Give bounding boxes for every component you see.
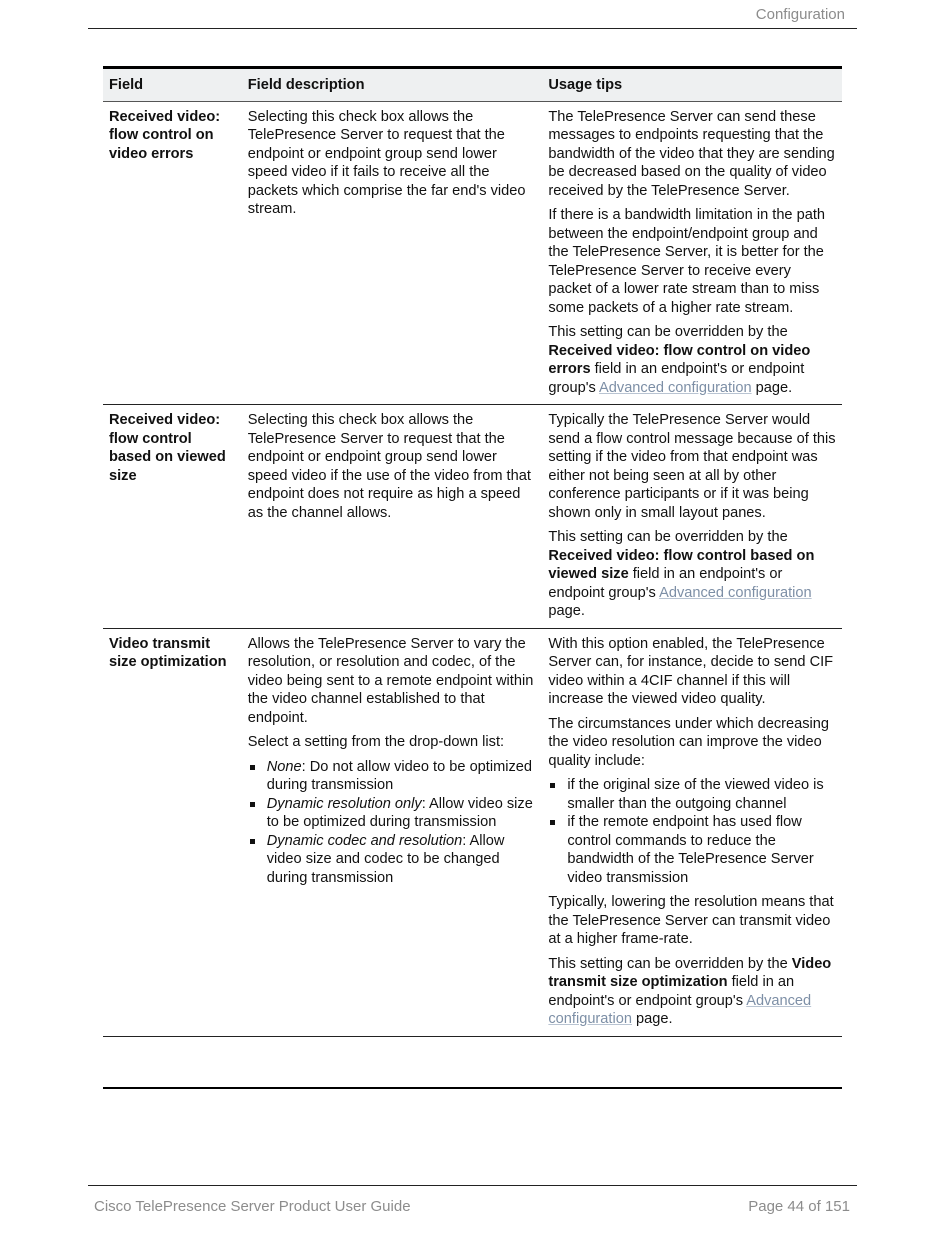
override-post: page. [548,603,585,619]
table-row [103,101,842,405]
footer-page-number: Page 44 of 151 [748,1198,850,1215]
option-text: : Do not allow video to be optimized during transmission [266,758,533,793]
override-pre: This setting can be overridden by the [548,324,788,340]
override-note [548,955,836,1029]
column-header-field: Field [103,68,242,102]
field-name: Video transmit size optimization [103,628,242,1036]
field-name: Received video: flow control on video errors [103,101,242,405]
option-item [248,832,537,888]
override-mid: field in an endpoint's or endpoint group's [548,974,795,1009]
override-pre: This setting can be overridden by the [548,955,792,972]
override-mid: field in an endpoint's or endpoint group's [548,361,805,396]
description-text: Selecting this check box allows the TelePresence Server to request that the endpoint or endpoint group send lower speed video if it fails to receive all the packets which comprise the far end's video stream. [247,108,526,217]
tip-text: The TelePresence Server can send these messages to endpoints requesting that the bandwidth of the video that they are sending be decreased based on the quality of video received by the TelePresence Server. [548,108,835,199]
usage-tips [542,628,842,1036]
usage-tips [542,101,842,405]
override-field-name: Video transmit size optimization [548,955,832,990]
field-description [242,405,543,629]
usage-tips [542,405,842,629]
tip-text: With this option enabled, the TelePresence Server can, for instance, decide to send CIF video within a 4CIF channel if this will increase the viewed video quality. [548,635,834,707]
tip-bullet-list [548,776,836,887]
description-text: Allows the TelePresence Server to vary the resolution, or resolution and codec, of the video being sent to a remote endpoint within the video channel established to that endpoint. [247,635,534,726]
table-row [103,405,842,629]
option-text: : Allow video size to be optimized during transmission [266,795,533,830]
override-field-name: Received video: flow control on video errors [548,342,811,377]
table-row [103,628,842,1036]
override-note [548,323,836,397]
field-description [242,628,543,1036]
option-list [248,758,537,888]
advanced-configuration-link[interactable]: Advanced configuration [659,584,812,601]
column-header-usage-tips: Usage tips [542,68,842,102]
header-rule [88,28,857,29]
override-field-name: Received video: flow control based on viewed size [548,547,815,582]
footer-document-title: Cisco TelePresence Server Product User Guide [94,1198,411,1215]
table-header-row [103,68,842,102]
override-post: page. [751,379,793,396]
description-text: Select a setting from the drop-down list: [247,734,505,750]
option-item [248,758,537,795]
tip-bullet: if the original size of the viewed video is smaller than the outgoing channel [548,776,836,813]
field-description [242,101,543,405]
field-name: Received video: flow control based on viewed size [103,405,242,629]
table-end-rule [103,1087,842,1089]
tip-bullet: if the remote endpoint has used flow control commands to reduce the bandwidth of the TelePresence Server video transmission [548,813,836,887]
column-header-description: Field description [242,68,543,102]
override-mid: field in an endpoint's or endpoint group's [548,566,783,601]
page-header-section: Configuration [755,6,845,23]
override-note [548,528,836,621]
tip-text: Typically, lowering the resolution means that the TelePresence Server can transmit video at a higher frame-rate. [548,894,834,947]
option-name: None [266,758,302,775]
override-post: page. [631,1011,673,1027]
override-pre: This setting can be overridden by the [548,529,788,545]
footer-rule [88,1185,857,1186]
tip-text: The circumstances under which decreasing the video resolution can improve the video quality include: [548,715,830,769]
advanced-configuration-link[interactable]: Advanced configuration [548,992,812,1027]
option-name: Dynamic codec and resolution [266,832,463,849]
option-item [248,795,537,832]
advanced-configuration-link[interactable]: Advanced configuration [599,379,752,396]
tip-text: If there is a bandwidth limitation in the path between the endpoint/endpoint group and the TelePresence Server, it is better for the TelePresence Server to receive every packet of a lower rate stream than to miss some packets of a higher rate stream. [548,207,826,316]
option-text: : Allow video size and codec to be changed during transmission [266,832,505,886]
description-text: Selecting this check box allows the TelePresence Server to request that the endpoint or endpoint group send lower speed video if the use of the video from that endpoint does not require as high a speed as the channel allows. [247,412,531,521]
option-name: Dynamic resolution only [266,795,422,812]
settings-table [103,66,842,1037]
tip-text: Typically the TelePresence Server would send a flow control message because of this setting if the video from that endpoint was either not being seen at all by other conference participants or if it was being shown only in small layout panes. [548,412,836,521]
